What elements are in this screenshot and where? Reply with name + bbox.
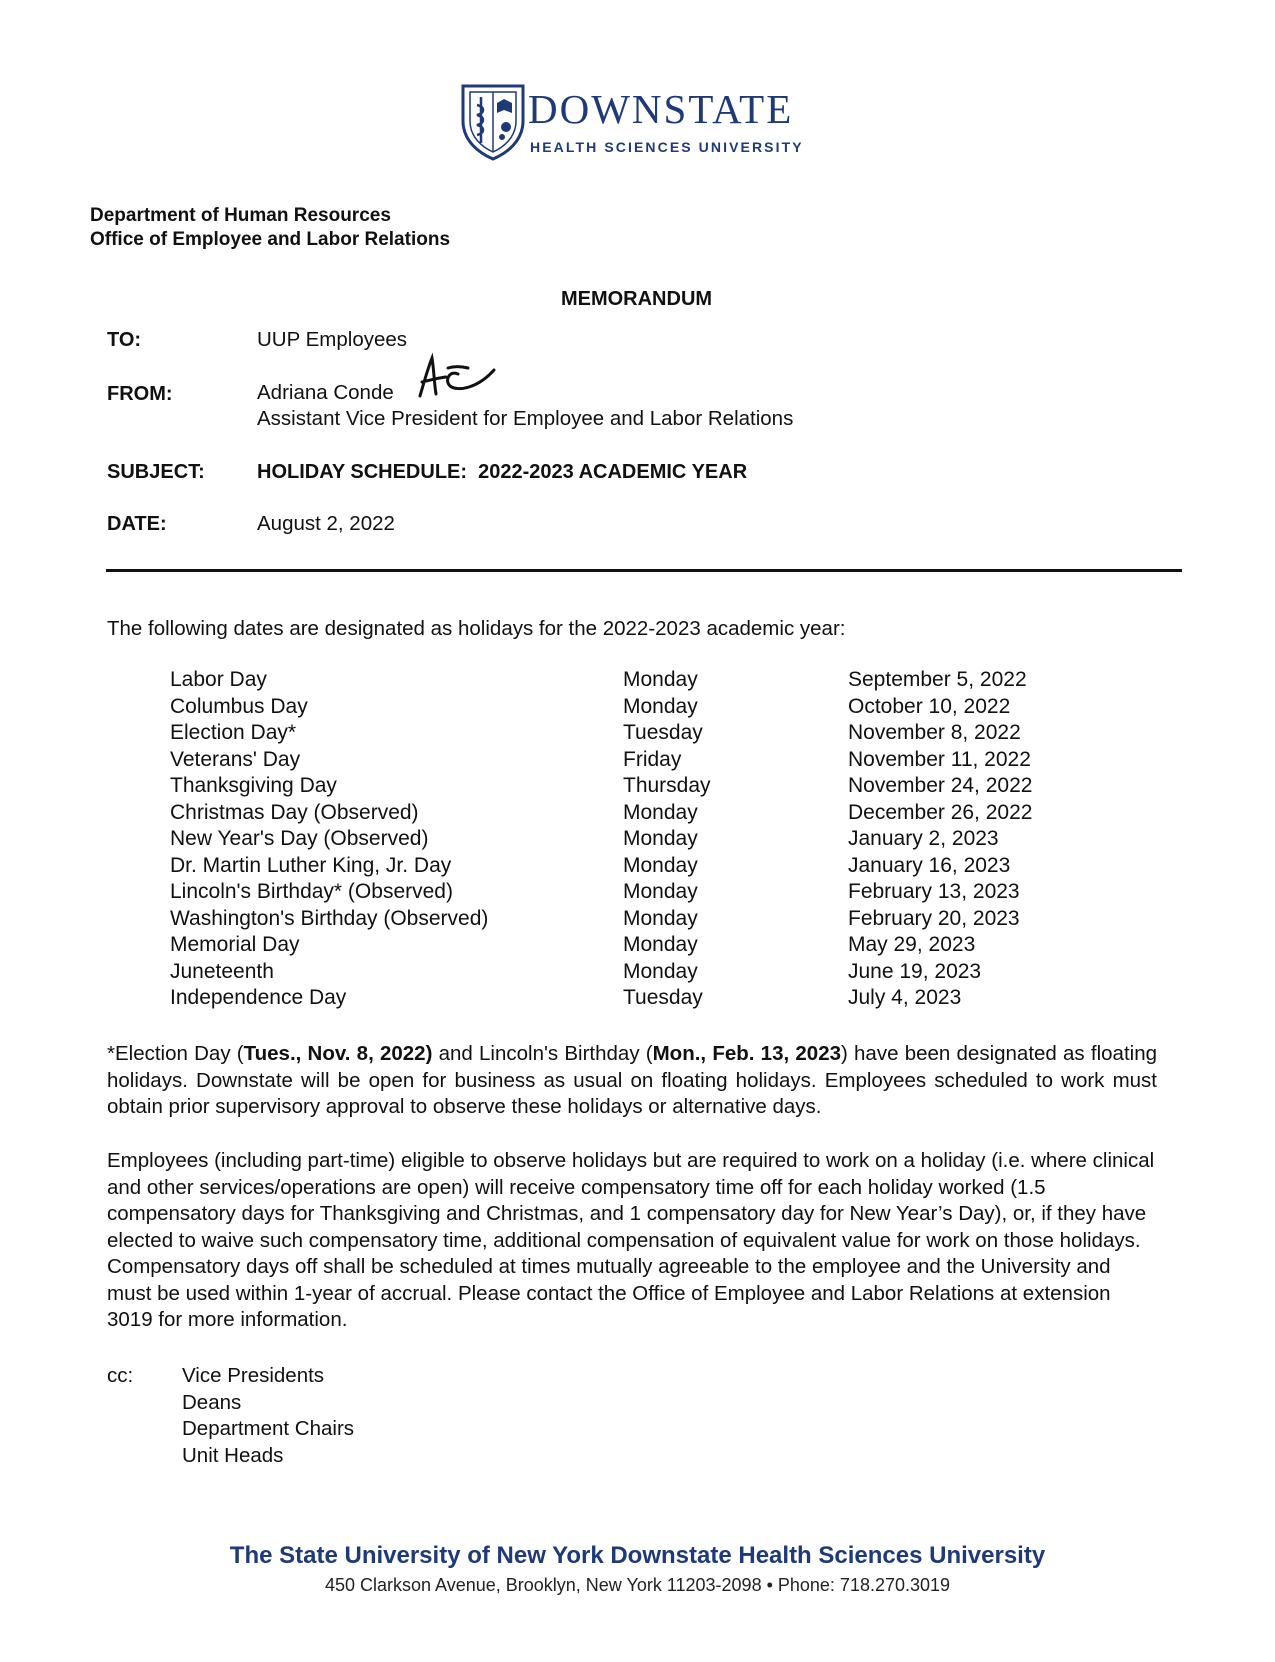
from-title: Assistant Vice President for Employee and Labor Relations	[257, 407, 794, 430]
university-logo	[424, 55, 854, 195]
holiday-day: Friday	[623, 747, 682, 771]
note-text: *Election Day (	[107, 1042, 244, 1065]
holiday-date: November 8, 2022	[848, 721, 1021, 744]
table-row	[0, 801, 1275, 827]
table-row	[0, 960, 1275, 986]
cc-item: Vice Presidents	[182, 1364, 325, 1387]
holiday-date: September 5, 2022	[848, 668, 1027, 691]
holiday-day: Tuesday	[623, 986, 703, 1009]
table-row	[0, 907, 1275, 933]
holiday-day: Monday	[623, 933, 698, 956]
table-row	[0, 668, 1275, 694]
note-text: and Lincoln's Birthday (	[432, 1042, 653, 1065]
holiday-name: Lincoln's Birthday* (Observed)	[170, 880, 453, 903]
holiday-day: Monday	[623, 694, 698, 718]
holiday-date: October 10, 2022	[848, 694, 1011, 718]
holiday-date: January 16, 2023	[848, 853, 1011, 877]
holiday-date: July 4, 2023	[848, 986, 962, 1009]
table-row	[0, 695, 1275, 721]
holiday-date: May 29, 2023	[848, 933, 976, 956]
holiday-day: Monday	[623, 880, 698, 903]
subject-value: HOLIDAY SCHEDULE: 2022-2023 ACADEMIC YEAR	[257, 461, 748, 483]
holiday-name: Christmas Day (Observed)	[170, 800, 419, 824]
holiday-date: February 20, 2023	[848, 906, 1020, 930]
to-value: UUP Employees	[257, 328, 408, 351]
table-row	[0, 748, 1275, 774]
date-value: August 2, 2022	[257, 512, 395, 535]
holiday-day: Thursday	[623, 774, 711, 797]
holiday-name: Thanksgiving Day	[170, 774, 337, 797]
to-label: TO:	[107, 329, 142, 351]
holiday-name: New Year's Day (Observed)	[170, 827, 429, 850]
subject-label: SUBJECT:	[107, 461, 205, 483]
holiday-day: Monday	[623, 853, 698, 877]
from-name: Adriana Conde	[257, 381, 394, 404]
holiday-name: Labor Day	[170, 668, 267, 691]
intro-text: The following dates are designated as holidays for the 2022-2023 academic year:	[107, 617, 846, 640]
shield-icon	[460, 83, 526, 161]
cc-item: Deans	[182, 1390, 242, 1414]
date-label: DATE:	[107, 513, 167, 535]
table-row	[0, 933, 1275, 959]
note-election-date: Tues., Nov. 8, 2022)	[243, 1042, 433, 1065]
compensatory-paragraph: Employees (including part-time) eligible to observe holidays but are required to work on a holiday (i.e. where clinical and other services/operations are open) will receive compensatory time off for each holiday worked (1.5 compensatory days for Thanksgiving and Christmas, and 1 compensatory day for New Year’s Day), or, if they have elected to waive such compensatory time, additional compensation of equivalent value for work on those holidays. Compensatory days off shall be scheduled at times mutually agreeable to the employee and the University and must be used within 1-year of accrual. Please contact the Office of Employee and Labor Relations at extension 3019 for more information.	[107, 1149, 1155, 1331]
floating-holiday-note	[107, 1041, 1157, 1121]
holiday-day: Monday	[623, 959, 698, 983]
holiday-name: Veterans' Day	[170, 747, 301, 771]
table-row	[0, 827, 1275, 853]
memo-title-text: MEMORANDUM	[560, 288, 713, 310]
footer-address: 450 Clarkson Avenue, Brooklyn, New York 11203-2098 • Phone: 718.270.3019	[324, 1575, 951, 1595]
holiday-name: Dr. Martin Luther King, Jr. Day	[170, 853, 452, 877]
signature	[390, 352, 500, 402]
holiday-day: Monday	[623, 906, 698, 930]
table-row	[0, 774, 1275, 800]
holiday-date: December 26, 2022	[848, 800, 1033, 824]
holiday-name: Independence Day	[170, 986, 347, 1009]
header-divider	[106, 569, 1182, 572]
holiday-date: February 13, 2023	[848, 880, 1020, 903]
holiday-day: Tuesday	[623, 721, 703, 744]
memo-title	[0, 288, 1275, 311]
from-label: FROM:	[107, 383, 173, 405]
note-text: ) have been designated as floating holidays. Downstate will be open for business as usual on floating holidays. Employees scheduled to work must obtain prior supervisory approval to observe these holidays or alternative days.	[107, 1042, 1157, 1118]
table-row	[0, 721, 1275, 747]
cc-item: Unit Heads	[182, 1443, 284, 1467]
cc-label: cc:	[107, 1364, 134, 1387]
holiday-day: Monday	[623, 827, 698, 850]
holiday-date: November 11, 2022	[848, 747, 1031, 771]
department-name: Department of Human Resources	[90, 205, 391, 226]
holiday-date: June 19, 2023	[848, 959, 982, 983]
table-row	[0, 854, 1275, 880]
footer-university-name: The State University of New York Downstate Health Sciences University	[229, 1542, 1046, 1569]
holiday-date: November 24, 2022	[848, 774, 1033, 797]
table-row	[0, 986, 1275, 1012]
holiday-name: Columbus Day	[170, 694, 308, 718]
holiday-day: Monday	[623, 668, 698, 691]
table-row	[0, 880, 1275, 906]
cc-item: Department Chairs	[182, 1417, 355, 1440]
holiday-date: January 2, 2023	[848, 827, 999, 850]
holiday-name: Memorial Day	[170, 933, 300, 956]
office-name: Office of Employee and Labor Relations	[90, 229, 451, 250]
holiday-name: Washington's Birthday (Observed)	[170, 906, 489, 930]
note-lincoln-date: Mon., Feb. 13, 2023	[652, 1042, 841, 1065]
holiday-day: Monday	[623, 800, 698, 824]
logo-wordmark: DOWNSTATE	[528, 86, 794, 132]
holiday-name: Juneteenth	[170, 959, 274, 983]
holiday-name: Election Day*	[170, 721, 297, 744]
logo-tagline: HEALTH SCIENCES UNIVERSITY	[530, 139, 804, 155]
